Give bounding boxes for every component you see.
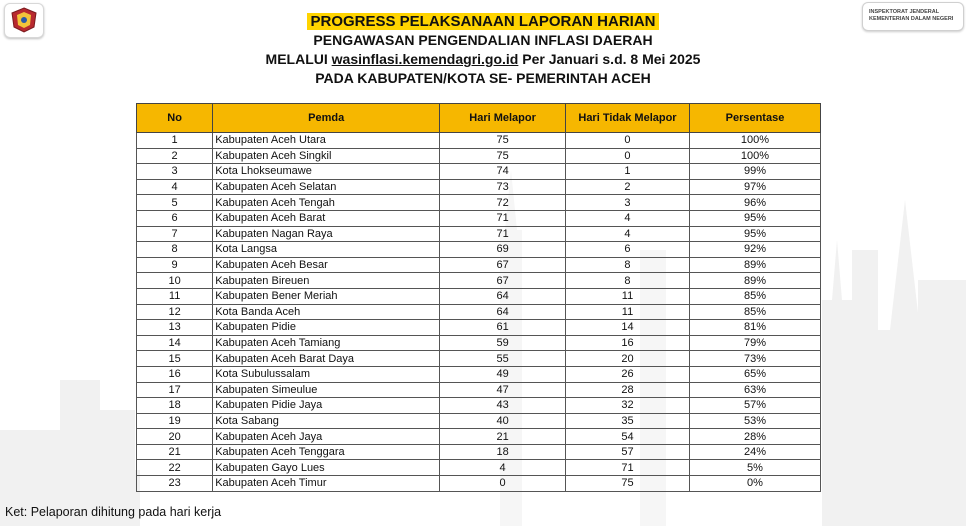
cell-persentase: 97% <box>689 179 820 195</box>
cell-pemda: Kabupaten Aceh Timur <box>213 476 440 492</box>
cell-no: 20 <box>137 429 213 445</box>
cell-no: 17 <box>137 382 213 398</box>
cell-no: 9 <box>137 257 213 273</box>
cell-hari-tidak-melapor: 0 <box>566 148 690 164</box>
cell-hari-tidak-melapor: 26 <box>566 366 690 382</box>
cell-pemda: Kabupaten Aceh Tenggara <box>213 444 440 460</box>
column-header-pemda: Pemda <box>213 104 440 133</box>
cell-persentase: 57% <box>689 398 820 414</box>
cell-no: 14 <box>137 335 213 351</box>
cell-hari-melapor: 61 <box>440 320 566 336</box>
cell-persentase: 65% <box>689 366 820 382</box>
cell-persentase: 99% <box>689 164 820 180</box>
cell-no: 8 <box>137 242 213 258</box>
cell-pemda: Kabupaten Aceh Besar <box>213 257 440 273</box>
column-header-hari-tidak-melapor: Hari Tidak Melapor <box>566 104 690 133</box>
cell-hari-melapor: 49 <box>440 366 566 382</box>
cell-hari-tidak-melapor: 28 <box>566 382 690 398</box>
table-row <box>137 398 821 414</box>
title-line1 <box>0 13 966 31</box>
cell-persentase: 5% <box>689 460 820 476</box>
cell-pemda: Kota Lhokseumawe <box>213 164 440 180</box>
cell-hari-melapor: 47 <box>440 382 566 398</box>
cell-persentase: 0% <box>689 476 820 492</box>
table-row <box>137 335 821 351</box>
cell-hari-tidak-melapor: 57 <box>566 444 690 460</box>
cell-hari-melapor: 55 <box>440 351 566 367</box>
cell-persentase: 92% <box>689 242 820 258</box>
cell-no: 2 <box>137 148 213 164</box>
cell-no: 16 <box>137 366 213 382</box>
table-row <box>137 210 821 226</box>
cell-persentase: 89% <box>689 257 820 273</box>
table-row <box>137 257 821 273</box>
cell-pemda: Kota Banda Aceh <box>213 304 440 320</box>
table-row <box>137 366 821 382</box>
table-row <box>137 444 821 460</box>
cell-hari-melapor: 59 <box>440 335 566 351</box>
title-line3-prefix: MELALUI <box>265 51 332 67</box>
cell-pemda: Kabupaten Aceh Jaya <box>213 429 440 445</box>
table-row <box>137 273 821 289</box>
cell-hari-melapor: 21 <box>440 429 566 445</box>
cell-pemda: Kabupaten Pidie <box>213 320 440 336</box>
cell-no: 1 <box>137 133 213 149</box>
cell-hari-melapor: 64 <box>440 304 566 320</box>
cell-persentase: 96% <box>689 195 820 211</box>
cell-hari-tidak-melapor: 35 <box>566 413 690 429</box>
column-header-no: No <box>137 104 213 133</box>
cell-persentase: 85% <box>689 304 820 320</box>
table-row <box>137 195 821 211</box>
report-table <box>136 103 821 492</box>
cell-hari-tidak-melapor: 1 <box>566 164 690 180</box>
cell-hari-melapor: 67 <box>440 273 566 289</box>
cell-no: 5 <box>137 195 213 211</box>
cell-pemda: Kota Sabang <box>213 413 440 429</box>
cell-no: 13 <box>137 320 213 336</box>
logo-right-line1: INSPEKTORAT JENDERAL <box>869 9 940 15</box>
cell-persentase: 95% <box>689 210 820 226</box>
logo-right-line2: KEMENTERIAN DALAM NEGERI <box>869 16 954 22</box>
cell-persentase: 53% <box>689 413 820 429</box>
cell-hari-tidak-melapor: 8 <box>566 273 690 289</box>
table-body <box>137 133 821 492</box>
cell-hari-melapor: 71 <box>440 210 566 226</box>
cell-no: 3 <box>137 164 213 180</box>
table-row <box>137 242 821 258</box>
table-row <box>137 226 821 242</box>
cell-hari-tidak-melapor: 2 <box>566 179 690 195</box>
cell-pemda: Kabupaten Pidie Jaya <box>213 398 440 414</box>
cell-hari-tidak-melapor: 0 <box>566 133 690 149</box>
cell-hari-melapor: 69 <box>440 242 566 258</box>
cell-no: 4 <box>137 179 213 195</box>
cell-pemda: Kabupaten Bireuen <box>213 273 440 289</box>
cell-no: 22 <box>137 460 213 476</box>
cell-hari-tidak-melapor: 6 <box>566 242 690 258</box>
table-header-row <box>137 104 821 133</box>
title-line4: PADA KABUPATEN/KOTA SE- PEMERINTAH ACEH <box>315 70 651 86</box>
table-row <box>137 164 821 180</box>
cell-hari-melapor: 64 <box>440 288 566 304</box>
cell-persentase: 95% <box>689 226 820 242</box>
table-row <box>137 133 821 149</box>
cell-no: 12 <box>137 304 213 320</box>
cell-pemda: Kota Langsa <box>213 242 440 258</box>
cell-pemda: Kabupaten Nagan Raya <box>213 226 440 242</box>
cell-persentase: 28% <box>689 429 820 445</box>
title-highlight: PROGRESS PELAKSANAAN LAPORAN HARIAN <box>307 13 658 30</box>
cell-hari-tidak-melapor: 75 <box>566 476 690 492</box>
cell-pemda: Kabupaten Aceh Singkil <box>213 148 440 164</box>
cell-hari-tidak-melapor: 54 <box>566 429 690 445</box>
cell-persentase: 85% <box>689 288 820 304</box>
cell-pemda: Kabupaten Aceh Utara <box>213 133 440 149</box>
cell-hari-tidak-melapor: 14 <box>566 320 690 336</box>
table-row <box>137 429 821 445</box>
cell-hari-tidak-melapor: 16 <box>566 335 690 351</box>
cell-persentase: 100% <box>689 148 820 164</box>
cell-pemda: Kabupaten Aceh Barat <box>213 210 440 226</box>
cell-hari-melapor: 72 <box>440 195 566 211</box>
cell-persentase: 63% <box>689 382 820 398</box>
table-row <box>137 304 821 320</box>
cell-no: 10 <box>137 273 213 289</box>
cell-pemda: Kabupaten Bener Meriah <box>213 288 440 304</box>
cell-hari-melapor: 71 <box>440 226 566 242</box>
title-line2: PENGAWASAN PENGENDALIAN INFLASI DAERAH <box>313 32 653 48</box>
cell-persentase: 81% <box>689 320 820 336</box>
report-title-block <box>0 13 966 88</box>
table-row <box>137 413 821 429</box>
cell-hari-melapor: 4 <box>440 460 566 476</box>
cell-pemda: Kabupaten Gayo Lues <box>213 460 440 476</box>
cell-persentase: 79% <box>689 335 820 351</box>
table-row <box>137 476 821 492</box>
cell-persentase: 73% <box>689 351 820 367</box>
cell-hari-tidak-melapor: 3 <box>566 195 690 211</box>
cell-hari-melapor: 75 <box>440 148 566 164</box>
cell-persentase: 89% <box>689 273 820 289</box>
cell-hari-tidak-melapor: 20 <box>566 351 690 367</box>
cell-pemda: Kota Subulussalam <box>213 366 440 382</box>
cell-hari-melapor: 73 <box>440 179 566 195</box>
cell-pemda: Kabupaten Aceh Selatan <box>213 179 440 195</box>
cell-no: 19 <box>137 413 213 429</box>
cell-persentase: 24% <box>689 444 820 460</box>
title-line3 <box>0 50 966 69</box>
cell-hari-tidak-melapor: 4 <box>566 210 690 226</box>
cell-hari-tidak-melapor: 11 <box>566 288 690 304</box>
cell-hari-tidak-melapor: 8 <box>566 257 690 273</box>
cell-no: 23 <box>137 476 213 492</box>
cell-hari-tidak-melapor: 71 <box>566 460 690 476</box>
cell-hari-melapor: 67 <box>440 257 566 273</box>
cell-no: 11 <box>137 288 213 304</box>
table-row <box>137 460 821 476</box>
title-line3-url[interactable]: wasinflasi.kemendagri.go.id <box>331 51 519 67</box>
table-row <box>137 382 821 398</box>
cell-hari-tidak-melapor: 4 <box>566 226 690 242</box>
table-row <box>137 288 821 304</box>
footer-note: Ket: Pelaporan dihitung pada hari kerja <box>5 505 222 519</box>
table-row <box>137 179 821 195</box>
cell-no: 15 <box>137 351 213 367</box>
cell-no: 6 <box>137 210 213 226</box>
column-header-hari-melapor: Hari Melapor <box>440 104 566 133</box>
column-header-persentase: Persentase <box>689 104 820 133</box>
table-row <box>137 320 821 336</box>
cell-pemda: Kabupaten Aceh Tamiang <box>213 335 440 351</box>
cell-hari-melapor: 75 <box>440 133 566 149</box>
cell-no: 21 <box>137 444 213 460</box>
cell-hari-melapor: 43 <box>440 398 566 414</box>
cell-pemda: Kabupaten Aceh Tengah <box>213 195 440 211</box>
cell-hari-tidak-melapor: 32 <box>566 398 690 414</box>
cell-no: 18 <box>137 398 213 414</box>
cell-persentase: 100% <box>689 133 820 149</box>
cell-pemda: Kabupaten Simeulue <box>213 382 440 398</box>
cell-hari-tidak-melapor: 11 <box>566 304 690 320</box>
cell-hari-melapor: 74 <box>440 164 566 180</box>
cell-pemda: Kabupaten Aceh Barat Daya <box>213 351 440 367</box>
cell-no: 7 <box>137 226 213 242</box>
cell-hari-melapor: 40 <box>440 413 566 429</box>
cell-hari-melapor: 0 <box>440 476 566 492</box>
table-row <box>137 148 821 164</box>
table-row <box>137 351 821 367</box>
title-line3-suffix: Per Januari s.d. 8 Mei 2025 <box>518 51 701 67</box>
cell-hari-melapor: 18 <box>440 444 566 460</box>
